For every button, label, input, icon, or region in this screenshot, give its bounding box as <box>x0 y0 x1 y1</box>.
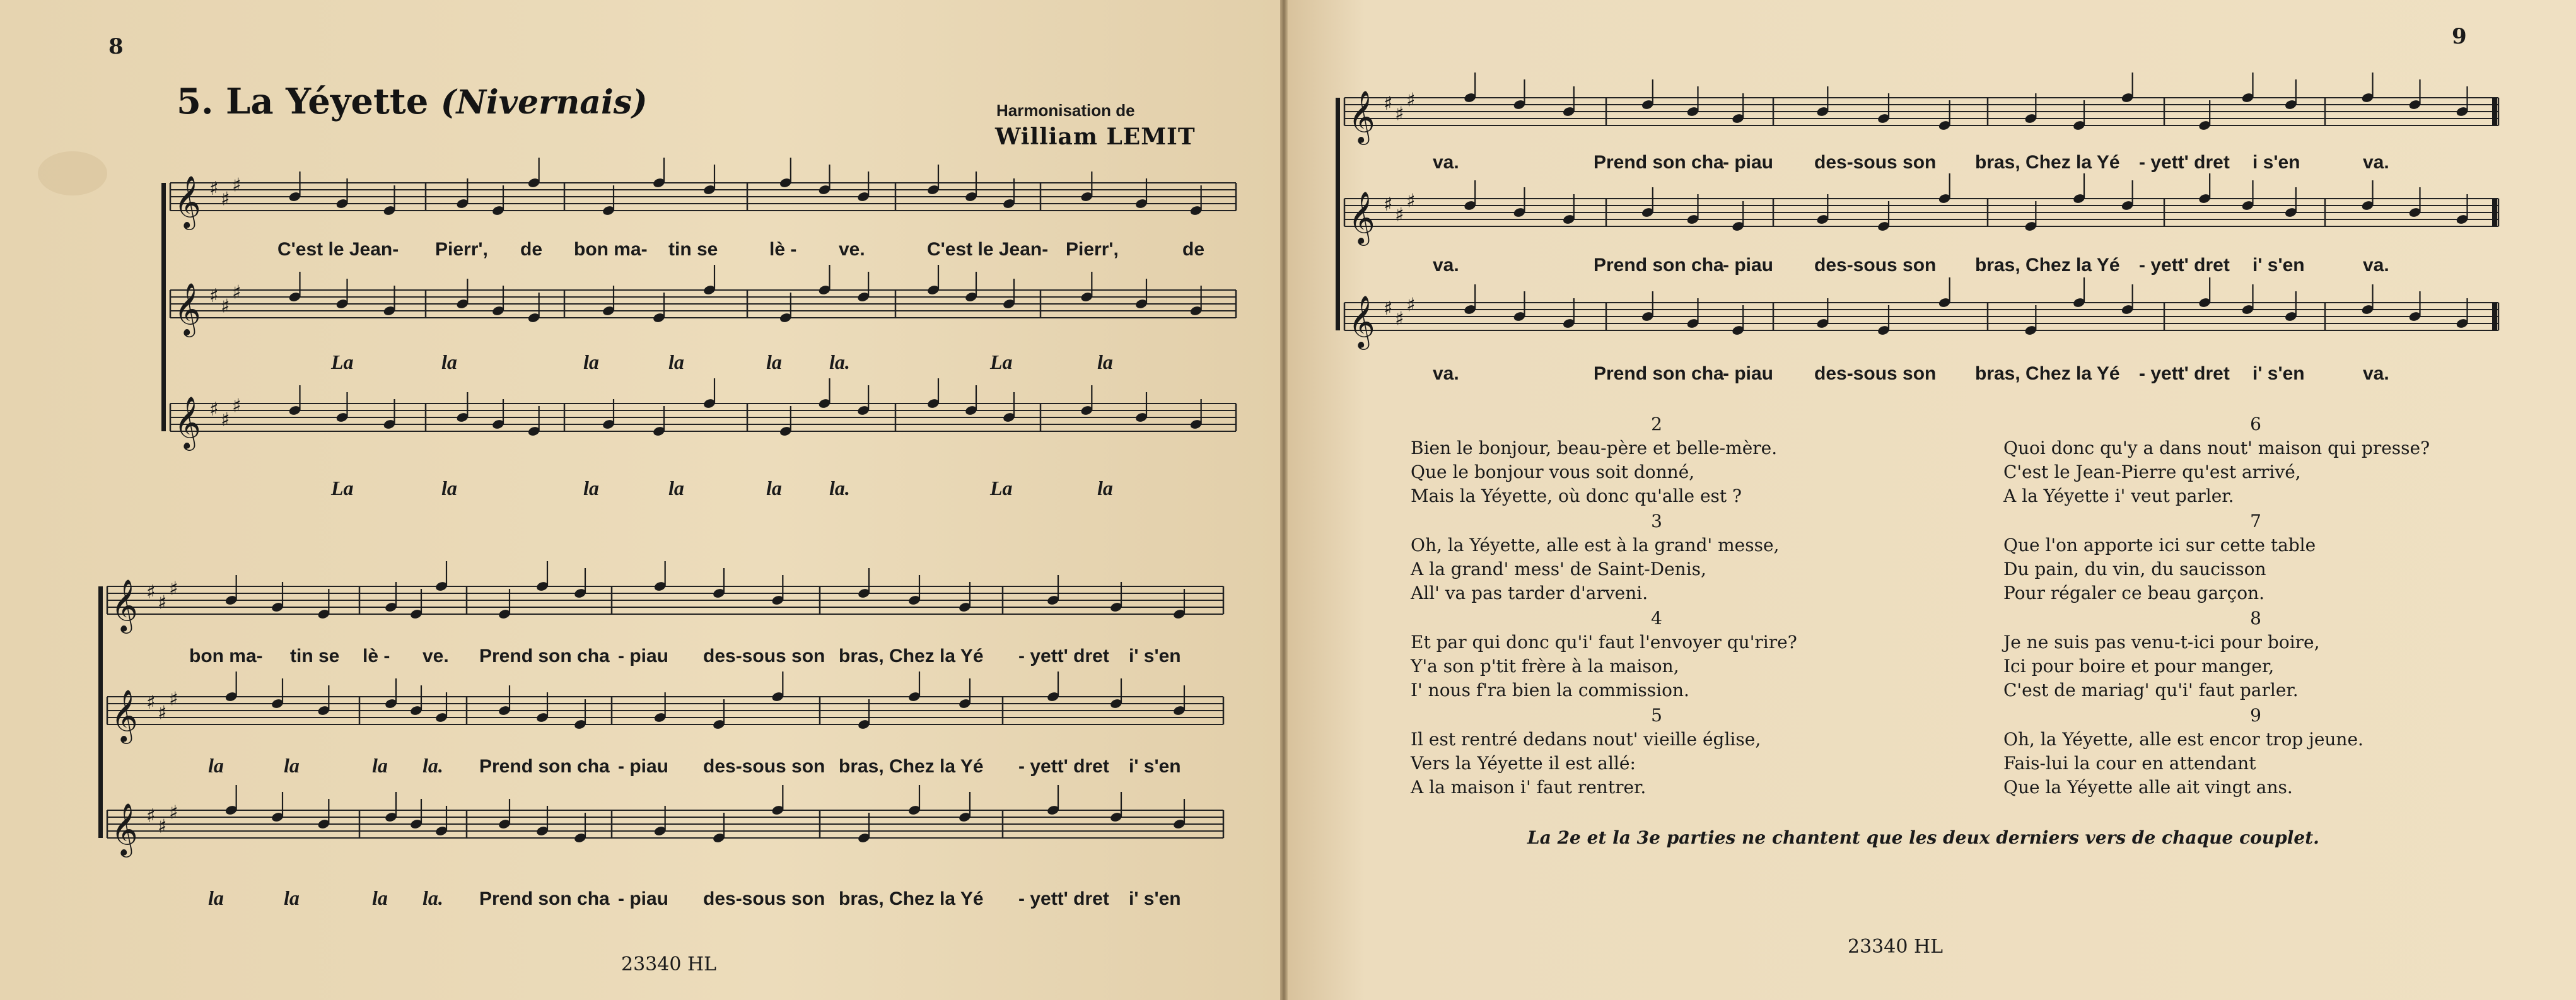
sharp-icon: ♯ <box>221 188 230 211</box>
lyric: la <box>372 754 388 777</box>
harmonisation-name: William LEMIT <box>995 124 1196 150</box>
verse-line: C'est le Jean-Pierre qu'est arrivé, <box>2003 462 2301 482</box>
verse-line: Oh, la Yéyette, alle est encor trop jeune. <box>2003 729 2363 750</box>
sharp-icon: ♯ <box>1384 93 1393 115</box>
lyric: i' s'en <box>1129 646 1181 666</box>
song-title <box>177 81 648 122</box>
lyric: la. <box>829 477 850 499</box>
system3-voice3-lyrics <box>1433 363 2389 384</box>
system3-voice1-lyrics <box>1433 152 2389 173</box>
sharp-icon: ♯ <box>209 398 219 421</box>
lyric: va. <box>2363 255 2389 276</box>
lyric: tin se <box>668 239 718 260</box>
verse-line: Que le bonjour vous soit donné, <box>1411 462 1695 482</box>
verse-line: C'est de mariag' qu'i' faut parler. <box>2003 680 2299 701</box>
lyric: la <box>766 351 782 373</box>
lyric: - piau <box>618 646 668 666</box>
lyric: bon ma- <box>189 646 263 666</box>
sharp-icon: ♯ <box>1406 294 1416 317</box>
lyric: la. <box>829 351 850 373</box>
lyric: la <box>668 351 684 373</box>
sharp-icon: ♯ <box>169 801 178 824</box>
sharp-icon: ♯ <box>1384 194 1393 216</box>
verse-number: 8 <box>2250 608 2261 629</box>
system1-voice3-lyrics <box>330 477 1113 499</box>
verse-line: Mais la Yéyette, où donc qu'alle est ? <box>1411 485 1742 506</box>
treble-clef-icon: 𝄞 <box>111 802 138 855</box>
verse-line: Que la Yéyette alle ait vingt ans. <box>2003 777 2293 798</box>
lyric: des-sous son <box>1814 363 1937 384</box>
verse <box>1411 509 1903 605</box>
right-page <box>1288 0 2576 1000</box>
lyric: - piau <box>618 888 668 909</box>
lyric: Pierr', <box>435 239 488 260</box>
title-region: (Nivernais) <box>440 83 648 122</box>
verse-number: 6 <box>2250 414 2261 434</box>
lyric: la <box>284 887 300 909</box>
sharp-icon: ♯ <box>146 692 156 714</box>
final-bar-line <box>2492 303 2497 330</box>
sharp-icon: ♯ <box>232 395 242 417</box>
sharp-icon: ♯ <box>209 285 219 307</box>
footer-catalog-left: 23340 HL <box>621 953 717 975</box>
system1-voice1-lyrics <box>277 239 1204 260</box>
sharp-icon: ♯ <box>158 591 167 614</box>
lyric: la <box>372 887 388 909</box>
verse <box>1411 704 1903 799</box>
lyric: bras, Chez la Yé <box>839 646 984 666</box>
lyric: lè - <box>769 239 797 260</box>
verse-line: Y'a son p'tit frère à la maison, <box>1411 656 1679 677</box>
music-system-1 <box>170 151 1236 504</box>
lyric: Prend son cha <box>1594 152 1724 173</box>
sharp-icon: ♯ <box>169 578 178 600</box>
title-text: La Yéyette <box>225 81 429 122</box>
treble-clef-icon: 𝄞 <box>174 395 201 448</box>
verse <box>2003 704 2508 799</box>
lyric: la <box>208 754 224 777</box>
system3-staves <box>1336 73 2498 350</box>
lyric: i' s'en <box>1129 888 1181 909</box>
system2-voice1-lyrics <box>189 646 1181 666</box>
lyric: des-sous son <box>1814 152 1937 173</box>
treble-clef-icon: 𝄞 <box>111 689 138 741</box>
verses-column-left <box>1411 412 1903 801</box>
verse <box>2003 412 2508 508</box>
lyric: C'est le Jean- <box>277 239 399 260</box>
lyric: bras, Chez la Yé <box>1975 255 2120 276</box>
sharp-icon: ♯ <box>221 409 230 431</box>
sharp-icon: ♯ <box>146 581 156 603</box>
lyric: - yett' dret <box>2139 152 2230 173</box>
lyric: de <box>520 239 543 260</box>
verse-line: Et par qui donc qu'i' faut l'envoyer qu'rire? <box>1411 632 1797 653</box>
sharp-icon: ♯ <box>221 295 230 318</box>
lyric: de <box>1182 239 1205 260</box>
lyric: la <box>1097 477 1113 499</box>
lyric: ve. <box>423 646 449 666</box>
treble-clef-icon: 𝄞 <box>1348 90 1375 142</box>
sharp-icon: ♯ <box>1395 103 1404 125</box>
lyric: bras, Chez la Yé <box>1975 152 2120 173</box>
lyric: - yett' dret <box>2139 255 2230 276</box>
lyric: La <box>990 477 1013 499</box>
lyric: Prend son cha <box>479 756 610 777</box>
system2-voice2-lyrics <box>208 754 1181 777</box>
verse-line: I' nous f'ra bien la commission. <box>1411 680 1689 701</box>
verse-number: 4 <box>1651 608 1662 629</box>
sharp-icon: ♯ <box>1384 298 1393 320</box>
lyric: la. <box>423 754 443 777</box>
lyric: la. <box>423 887 443 909</box>
lyric: la <box>766 477 782 499</box>
lyric: La <box>331 477 354 499</box>
system2-voice3-lyrics <box>208 887 1181 909</box>
verse-line: A la grand' mess' de Saint-Denis, <box>1411 559 1706 579</box>
page-number-left: 8 <box>108 34 124 59</box>
lyric: - piau <box>1723 152 1773 173</box>
verse-line: Pour régaler ce beau garçon. <box>2003 583 2265 603</box>
lyric: - yett' dret <box>1018 646 1109 666</box>
lyric: i s'en <box>2253 152 2300 173</box>
lyric: tin se <box>290 646 340 666</box>
verse-line: A la Yéyette i' veut parler. <box>2003 485 2234 506</box>
lyric: des-sous son <box>703 888 825 909</box>
lyric: la <box>1097 351 1113 373</box>
lyric: va. <box>2363 363 2389 384</box>
lyric: - piau <box>1723 363 1773 384</box>
music-system-3 <box>1344 69 2517 397</box>
treble-clef-icon: 𝄞 <box>111 578 138 631</box>
lyric: des-sous son <box>703 756 825 777</box>
verse <box>2003 607 2508 702</box>
sharp-icon: ♯ <box>232 281 242 304</box>
lyric: la <box>583 351 599 373</box>
lyric: i' s'en <box>1129 756 1181 777</box>
lyric: bras, Chez la Yé <box>839 888 984 909</box>
lyric: - piau <box>1723 255 1773 276</box>
final-bar-line <box>2492 199 2497 226</box>
verses-column-right <box>2003 412 2508 801</box>
system2-staves <box>98 561 1223 858</box>
lyric: bras, Chez la Yé <box>839 756 984 777</box>
sharp-icon: ♯ <box>1395 308 1404 330</box>
lyric: des-sous son <box>703 646 825 666</box>
lyric: ve. <box>839 239 865 260</box>
lyric: - yett' dret <box>1018 756 1109 777</box>
verse-line: A la maison i' faut rentrer. <box>1411 777 1646 798</box>
page-stain <box>38 151 107 195</box>
lyric: va. <box>1433 152 1459 173</box>
verse-number: 9 <box>2250 705 2261 726</box>
lyric: La <box>990 351 1013 373</box>
lyric: Prend son cha <box>1594 363 1724 384</box>
lyric: la <box>208 887 224 909</box>
system-bracket <box>1336 98 1340 330</box>
lyric: des-sous son <box>1814 255 1937 276</box>
verse-line: Vers la Yéyette il est allé: <box>1411 753 1636 774</box>
lyric: va. <box>1433 255 1459 276</box>
music-system-2 <box>107 555 1223 914</box>
lyric: C'est le Jean- <box>927 239 1049 260</box>
verse <box>1411 412 1903 508</box>
lyric: bon ma- <box>574 239 648 260</box>
treble-clef-icon: 𝄞 <box>1348 190 1375 243</box>
sharp-icon: ♯ <box>209 178 219 200</box>
treble-clef-icon: 𝄞 <box>1348 294 1375 347</box>
sharp-icon: ♯ <box>146 805 156 827</box>
footer-catalog-right: 23340 HL <box>1848 936 1944 958</box>
verse-line: Du pain, du vin, du saucisson <box>2003 559 2266 579</box>
verse-line: Il est rentré dedans nout' vieille église, <box>1411 729 1761 750</box>
system1-staves <box>161 158 1236 451</box>
system-bracket <box>98 586 103 838</box>
verse-line: Que l'on apporte ici sur cette table <box>2003 535 2316 555</box>
verse-number: 3 <box>1651 511 1662 532</box>
sharp-icon: ♯ <box>158 702 167 724</box>
lyric: bras, Chez la Yé <box>1975 363 2120 384</box>
sharp-icon: ♯ <box>1406 89 1416 112</box>
system1-voice2-lyrics <box>330 351 1113 373</box>
lyric: Prend son cha <box>479 646 610 666</box>
lyric: i' s'en <box>2253 255 2305 276</box>
final-bar-line <box>2492 98 2497 125</box>
lyric: - yett' dret <box>2139 363 2230 384</box>
treble-clef-icon: 𝄞 <box>174 175 201 228</box>
sharp-icon: ♯ <box>1406 190 1416 212</box>
verse-number: 2 <box>1651 414 1662 434</box>
book-gutter <box>1280 0 1288 1000</box>
lyric: i' s'en <box>2253 363 2305 384</box>
lyric: Pierr', <box>1066 239 1119 260</box>
lyric: la <box>441 351 457 373</box>
lyric: la <box>441 477 457 499</box>
sharp-icon: ♯ <box>232 174 242 197</box>
lyric: La <box>331 351 354 373</box>
verse <box>2003 509 2508 605</box>
verse <box>1411 607 1903 702</box>
verse-line: Je ne suis pas venu-t-ici pour boire, <box>2003 632 2320 653</box>
verse-line: Bien le bonjour, beau-père et belle-mère. <box>1411 438 1778 458</box>
lyric: Prend son cha <box>1594 255 1724 276</box>
lyric: va. <box>2363 152 2389 173</box>
lyric: la <box>583 477 599 499</box>
sharp-icon: ♯ <box>1395 204 1404 226</box>
verse-line: Oh, la Yéyette, alle est à la grand' messe, <box>1411 535 1780 555</box>
treble-clef-icon: 𝄞 <box>174 282 201 335</box>
sharp-icon: ♯ <box>169 688 178 711</box>
verse-number: 7 <box>2250 511 2261 532</box>
verse-number: 5 <box>1651 705 1662 726</box>
verse-line: Quoi donc qu'y a dans nout' maison qui presse? <box>2003 438 2430 458</box>
lyric: la <box>284 754 300 777</box>
system-bracket <box>161 183 166 431</box>
lyric: - piau <box>618 756 668 777</box>
title-number: 5. <box>177 81 214 122</box>
verse-line: All' va pas tarder d'arveni. <box>1411 583 1648 603</box>
lyric: lè - <box>363 646 390 666</box>
verse-line: Ici pour boire et pour manger, <box>2003 656 2275 677</box>
left-page <box>0 0 1280 1000</box>
verse-line: Fais-lui la cour en attendant <box>2003 753 2256 774</box>
lyric: - yett' dret <box>1018 888 1109 909</box>
lyric: Prend son cha <box>479 888 610 909</box>
lyric: va. <box>1433 363 1459 384</box>
sharp-icon: ♯ <box>158 815 167 838</box>
lyric: la <box>668 477 684 499</box>
page-number-right: 9 <box>2452 24 2467 49</box>
system3-voice2-lyrics <box>1433 255 2389 276</box>
harmonisation-label: Harmonisation de <box>996 101 1135 120</box>
performance-note: La 2e et la 3e parties ne chantent que les deux derniers vers de chaque couplet. <box>1527 827 2319 848</box>
